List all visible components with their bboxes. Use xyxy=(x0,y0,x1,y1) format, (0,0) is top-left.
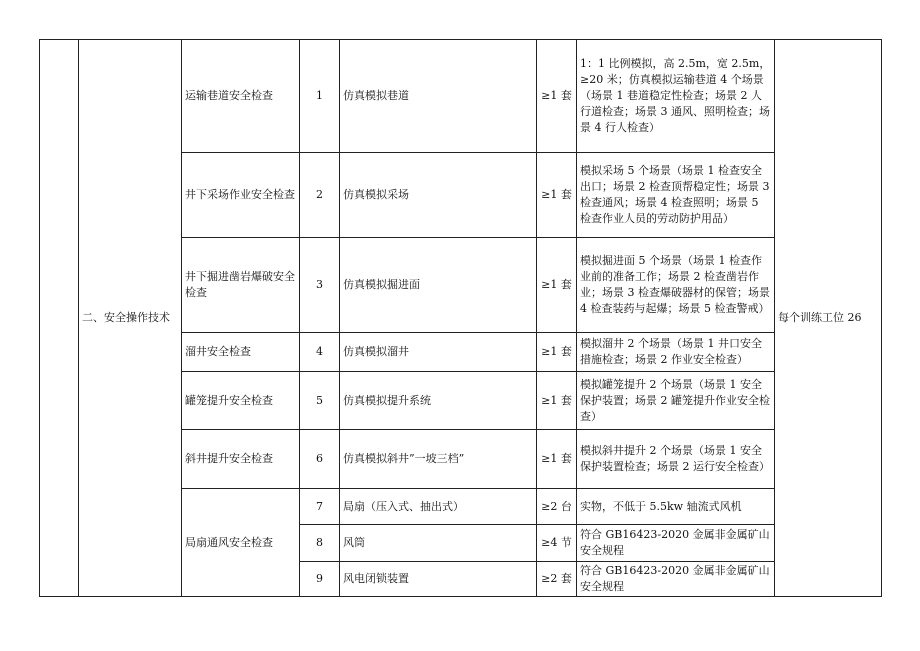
number-cell: 6 xyxy=(300,430,340,489)
blank-cell xyxy=(40,40,79,597)
description-cell: 模拟斜井提升 2 个场景（场景 1 安全保护装置检查；场景 2 运行安全检查） xyxy=(577,430,775,489)
equipment-cell: 局扇（压入式、抽出式） xyxy=(340,489,537,525)
equipment-cell: 风筒 xyxy=(340,525,537,562)
equipment-cell: 风电闭锁装置 xyxy=(340,562,537,597)
item-cell: 井下采场作业安全检查 xyxy=(182,153,300,238)
category-cell: 二、安全操作技术 xyxy=(79,40,182,597)
description-cell: 实物，不低于 5.5kw 轴流式风机 xyxy=(577,489,775,525)
number-cell: 4 xyxy=(300,333,340,372)
number-cell: 7 xyxy=(300,489,340,525)
equipment-table xyxy=(39,39,882,597)
quantity-cell: ≥1 套 xyxy=(537,153,577,238)
description-cell: 符合 GB16423-2020 金属非金属矿山安全规程 xyxy=(577,525,775,562)
table-row xyxy=(40,40,882,153)
equipment-cell: 仿真模拟溜井 xyxy=(340,333,537,372)
quantity-cell: ≥4 节 xyxy=(537,525,577,562)
item-cell: 局扇通风安全检查 xyxy=(182,489,300,597)
equipment-cell: 仿真模拟采场 xyxy=(340,153,537,238)
description-cell: 模拟罐笼提升 2 个场景（场景 1 安全保护装置；场景 2 罐笼提升作业安全检查） xyxy=(577,372,775,430)
number-cell: 5 xyxy=(300,372,340,430)
quantity-cell: ≥2 套 xyxy=(537,562,577,597)
equipment-cell: 仿真模拟提升系统 xyxy=(340,372,537,430)
quantity-cell: ≥1 套 xyxy=(537,238,577,333)
equipment-cell: 仿真模拟巷道 xyxy=(340,40,537,153)
item-cell: 罐笼提升安全检查 xyxy=(182,372,300,430)
equipment-cell: 仿真模拟掘进面 xyxy=(340,238,537,333)
description-cell: 模拟溜井 2 个场景（场景 1 井口安全措施检查；场景 2 作业安全检查） xyxy=(577,333,775,372)
equipment-cell: 仿真模拟斜井”一坡三档” xyxy=(340,430,537,489)
quantity-cell: ≥1 套 xyxy=(537,333,577,372)
description-cell: 模拟掘进面 5 个场景（场景 1 检查作业前的准备工作；场景 2 检查凿岩作业；场景 3 检查爆破器材的保管；场景 4 检查装药与起爆；场景 5 检查警戒） xyxy=(577,238,775,333)
description-cell: 模拟采场 5 个场景（场景 1 检查安全出口；场景 2 检查顶帮稳定性；场景 3 检查通风；场景 4 检查照明；场景 5 检查作业人员的劳动防护用品） xyxy=(577,153,775,238)
number-cell: 1 xyxy=(300,40,340,153)
item-cell: 斜井提升安全检查 xyxy=(182,430,300,489)
quantity-cell: ≥1 套 xyxy=(537,372,577,430)
item-cell: 溜井安全检查 xyxy=(182,333,300,372)
number-cell: 9 xyxy=(300,562,340,597)
quantity-cell: ≥1 套 xyxy=(537,40,577,153)
number-cell: 8 xyxy=(300,525,340,562)
item-cell: 井下掘进凿岩爆破安全检查 xyxy=(182,238,300,333)
description-cell: 符合 GB16423-2020 金属非金属矿山安全规程 xyxy=(577,562,775,597)
quantity-cell: ≥1 套 xyxy=(537,430,577,489)
note-cell: 每个训练工位 26 xyxy=(775,40,882,597)
description-cell: 1：1 比例模拟，高 2.5m，宽 2.5m，≥20 米；仿真模拟运输巷道 4 个场景（场景 1 巷道稳定性检查；场景 2 人行道检查；场景 3 通风、照明检查；场景 4 行人检查） xyxy=(577,40,775,153)
quantity-cell: ≥2 台 xyxy=(537,489,577,525)
item-cell: 运输巷道安全检查 xyxy=(182,40,300,153)
number-cell: 2 xyxy=(300,153,340,238)
number-cell: 3 xyxy=(300,238,340,333)
